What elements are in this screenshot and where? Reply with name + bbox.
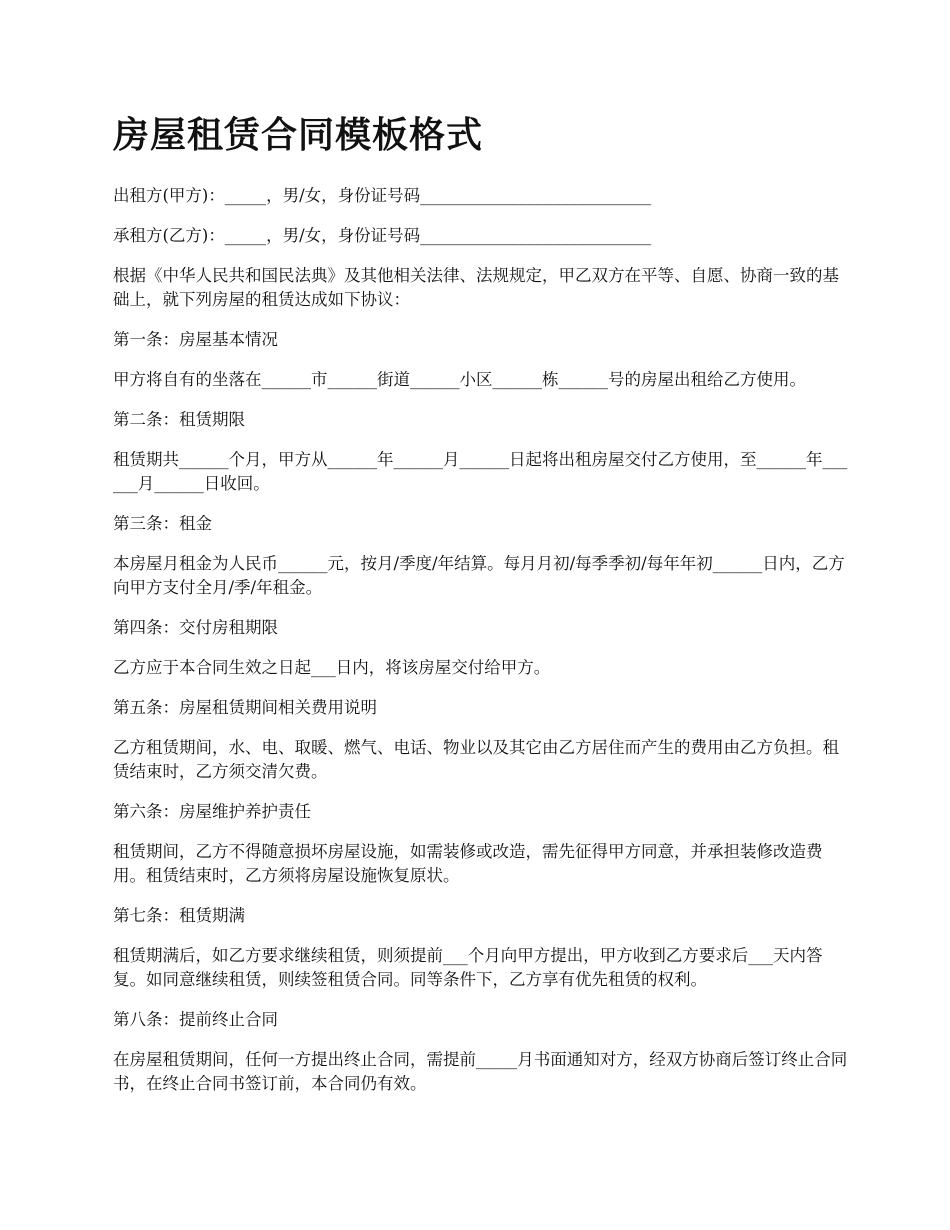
article-1-body: 甲方将自有的坐落在______市______街道______小区______栋______号的房屋出租给乙方使用。 [113,370,806,389]
article-2-heading: 第二条：租赁期限 [113,410,245,429]
document-title: 房屋租赁合同模板格式 [113,115,484,156]
preamble-paragraph: 根据《中华人民共和国民法典》及其他相关法律、法规规定，甲乙双方在平等、自愿、协商一致的基础上，就下列房屋的租赁达成如下协议： [113,266,839,309]
article-7-body: 租赁期满后，如乙方要求继续租赁，则须提前___个月向甲方提出，甲方收到乙方要求后___天内答复。如同意继续租赁，则续签租赁合同。同等条件下，乙方享有优先租赁的权利。 [113,946,823,989]
article-5-heading: 第五条：房屋租赁期间相关费用说明 [113,698,377,717]
article-8-heading: 第八条：提前终止合同 [113,1010,278,1029]
article-1-heading: 第一条：房屋基本情况 [113,330,278,349]
lessor-line: 出租方(甲方)：_____，男/女，身份证号码____________________________ [113,186,652,205]
article-3-heading: 第三条：租金 [113,514,212,533]
lessee-line: 承租方(乙方)：_____，男/女，身份证号码____________________________ [113,226,652,245]
article-2-body: 租赁期共______个月，甲方从______年______月______日起将出租房屋交付乙方使用，至______年______月______日收回。 [113,450,848,493]
article-3-body: 本房屋月租金为人民币______元，按月/季度/年结算。每月月初/每季季初/每年年初______日内，乙方向甲方支付全月/季/年租金。 [113,554,845,597]
article-6-heading: 第六条：房屋维护养护责任 [113,802,311,821]
article-4-heading: 第四条：交付房租期限 [113,618,278,637]
article-6-body: 租赁期间，乙方不得随意损坏房屋设施，如需装修或改造，需先征得甲方同意，并承担装修改造费用。租赁结束时，乙方须将房屋设施恢复原状。 [113,842,823,885]
article-7-heading: 第七条：租赁期满 [113,906,245,925]
article-4-body: 乙方应于本合同生效之日起___日内，将该房屋交付给甲方。 [113,658,551,677]
document-page [113,108,853,1112]
article-8-body: 在房屋租赁期间，任何一方提出终止合同，需提前_____月书面通知对方，经双方协商后签订终止合同书，在终止合同书签订前，本合同仍有效。 [113,1050,848,1093]
article-5-body: 乙方租赁期间，水、电、取暖、燃气、电话、物业以及其它由乙方居住而产生的费用由乙方负担。租赁结束时，乙方须交清欠费。 [113,738,839,781]
